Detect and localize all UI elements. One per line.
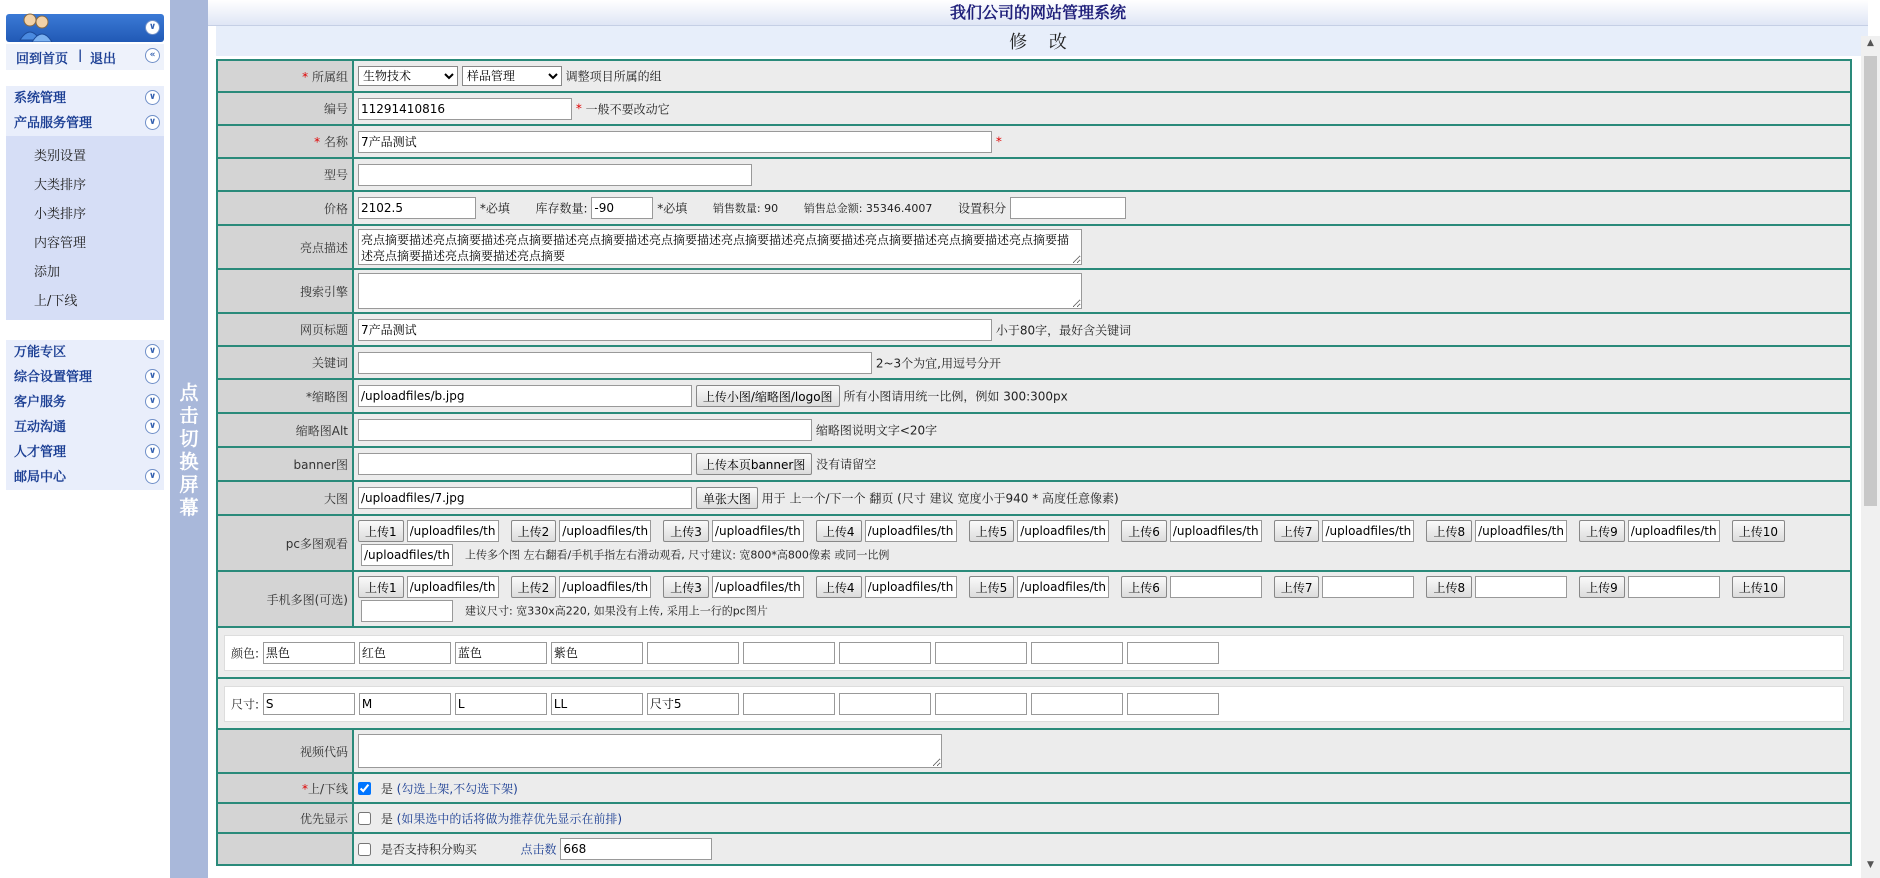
sidebar-group-label: 互动沟通 [14, 420, 67, 435]
upload-button-9[interactable]: 上传9 [1579, 520, 1625, 542]
sidebar-group-label: 万能专区 [14, 345, 67, 360]
size-input-7[interactable] [839, 693, 931, 715]
app-title: 我们公司的网站管理系统 [208, 0, 1868, 26]
scrollbar-thumb[interactable] [1864, 56, 1877, 506]
priority-checkbox[interactable] [358, 812, 371, 825]
upload-thumbnail-button[interactable]: 上传小图/缩略图/logo图 [696, 385, 840, 407]
sidebar-group-label: 客户服务 [14, 395, 67, 410]
sidebar-item-content[interactable]: 内容管理 [34, 236, 87, 251]
group-hint: 调整项目所属的组 [565, 69, 662, 84]
row-mobile-multi [217, 571, 1851, 627]
chevron-down-icon[interactable]: ∨ [145, 90, 160, 105]
upload-path-input-9[interactable] [1628, 520, 1720, 542]
sidebar-header [6, 14, 164, 42]
upload-button-5[interactable]: 上传5 [969, 520, 1015, 542]
upload-big-image-button[interactable]: 单张大图 [696, 487, 758, 509]
clicks-label: 点击数 [520, 842, 557, 857]
online-label: 上/下线 [307, 781, 348, 796]
upload-button-7[interactable]: 上传7 [1274, 520, 1320, 542]
chevron-down-icon[interactable]: ∨ [145, 394, 160, 409]
upload-path-input-10[interactable] [361, 600, 453, 622]
sidebar-item-online[interactable]: 上/下线 [34, 294, 78, 309]
upload-path-input-5[interactable] [1017, 576, 1109, 598]
colors-box [224, 635, 1844, 671]
required-mark: * [302, 69, 312, 84]
required-mark: * [995, 134, 1002, 148]
toggle-screen-text: 点击切换屏幕 [179, 382, 199, 519]
required-mark: * [301, 781, 308, 796]
sidebar-group-interaction[interactable] [6, 415, 164, 440]
keywords-label: 关键词 [217, 346, 353, 379]
sidebar-group-universal[interactable] [6, 340, 164, 365]
sidebar-group-label: 邮局中心 [14, 470, 67, 485]
row-pc-multi [217, 515, 1851, 571]
double-chevron-left-icon[interactable]: « [145, 48, 160, 63]
value-cell [217, 678, 1851, 729]
sidebar-group-label: 产品服务管理 [14, 116, 93, 131]
row-price [217, 191, 1851, 225]
value-cell [353, 729, 1851, 773]
code-input[interactable] [358, 98, 572, 120]
stock-required: *必填 [657, 201, 688, 216]
mobile-upload-list [358, 575, 1846, 624]
group-select-primary[interactable] [358, 66, 458, 86]
code-hint: 一般不要改动它 [585, 102, 670, 116]
value-cell [353, 515, 1851, 571]
size-input-1[interactable] [263, 693, 355, 715]
size-input-5[interactable] [647, 693, 739, 715]
pc-multi-label: pc多图观看 [217, 515, 353, 571]
name-input[interactable] [358, 131, 992, 153]
upload-button-9[interactable]: 上传9 [1579, 576, 1625, 598]
color-input-8[interactable] [935, 642, 1027, 664]
row-online [217, 773, 1851, 803]
vertical-scrollbar[interactable] [1861, 36, 1880, 878]
chevron-down-icon[interactable]: ∨ [145, 344, 160, 359]
color-input-10[interactable] [1127, 642, 1219, 664]
upload-path-input-2[interactable] [559, 576, 651, 598]
model-label: 型号 [217, 158, 353, 191]
upload-button-10[interactable]: 上传10 [1732, 576, 1785, 598]
upload-button-8[interactable]: 上传8 [1426, 520, 1472, 542]
upload-path-input-4[interactable] [865, 520, 957, 542]
upload-path-input-6[interactable] [1170, 576, 1262, 598]
online-text: 是 [380, 781, 393, 796]
upload-button-2[interactable]: 上传2 [511, 576, 557, 598]
upload-button-6[interactable]: 上传6 [1121, 576, 1167, 598]
upload-banner-button[interactable]: 上传本页banner图 [696, 453, 813, 475]
sidebar-group-label: 系统管理 [14, 91, 67, 106]
online-checkbox[interactable] [358, 782, 371, 795]
upload-path-input-7[interactable] [1322, 520, 1414, 542]
value-cell [353, 313, 1851, 346]
row-video [217, 729, 1851, 773]
price-label: 价格 [217, 191, 353, 225]
video-label: 视频代码 [217, 729, 353, 773]
value-cell [353, 447, 1851, 481]
label-cell [217, 379, 353, 413]
sidebar-item-major-sort[interactable]: 大类排序 [34, 178, 87, 193]
thumbnail-label: *缩略图 [305, 389, 348, 404]
row-code [217, 92, 1851, 125]
sidebar-group-list [6, 340, 164, 490]
chevron-down-icon[interactable]: ∨ [145, 469, 160, 484]
highlight-textarea[interactable] [358, 229, 1082, 265]
upload-button-2[interactable]: 上传2 [511, 520, 557, 542]
thumbnail-alt-label: 缩略图Alt [217, 413, 353, 447]
label-cell [217, 125, 353, 158]
label-cell [217, 60, 353, 92]
color-input-4[interactable] [551, 642, 643, 664]
color-input-5[interactable] [647, 642, 739, 664]
points-buy-text: 是否支持积分购买 [380, 842, 477, 857]
video-textarea[interactable] [358, 734, 942, 768]
upload-path-input-9[interactable] [1628, 576, 1720, 598]
upload-button-3[interactable]: 上传3 [663, 576, 709, 598]
color-input-9[interactable] [1031, 642, 1123, 664]
color-input-6[interactable] [743, 642, 835, 664]
sidebar-item-add[interactable]: 添加 [34, 265, 61, 280]
chevron-down-icon[interactable]: ∨ [145, 444, 160, 459]
upload-path-input-1[interactable] [407, 576, 499, 598]
online-hint: (勾选上架,不勾选下架) [396, 781, 518, 796]
sales-count: 销售数量: 90 [712, 202, 779, 215]
row-model [217, 158, 1851, 191]
mobile-multi-hint: 建议尺寸: 宽330x高220, 如果没有上传, 采用上一行的pc图片 [465, 604, 768, 618]
sidebar-group-label: 人才管理 [14, 445, 67, 460]
value-cell [353, 803, 1851, 833]
upload-button-1[interactable]: 上传1 [358, 576, 404, 598]
sidebar-group-label: 综合设置管理 [14, 370, 93, 385]
points-buy-label [217, 833, 353, 865]
value-cell [353, 158, 1851, 191]
upload-button-4[interactable]: 上传4 [816, 520, 862, 542]
scroll-down-icon[interactable]: ▼ [1867, 860, 1874, 870]
value-cell [353, 481, 1851, 515]
logout-link[interactable]: 退出 [90, 52, 117, 67]
sidebar-group-mail[interactable] [6, 465, 164, 490]
chevron-down-icon[interactable]: ∨ [145, 369, 160, 384]
upload-button-4[interactable]: 上传4 [816, 576, 862, 598]
value-cell [353, 92, 1851, 125]
sidebar-group-system[interactable] [6, 86, 164, 111]
sidebar-group-hr[interactable] [6, 440, 164, 465]
value-cell [353, 191, 1851, 225]
size-input-3[interactable] [455, 693, 547, 715]
size-input-9[interactable] [1031, 693, 1123, 715]
priority-text: 是 [380, 811, 393, 826]
sales-total: 销售总金额: 35346.4007 [803, 202, 933, 215]
sidebar-submenu [6, 136, 164, 320]
row-keywords [217, 346, 1851, 379]
color-input-1[interactable] [263, 642, 355, 664]
banner-input[interactable] [358, 453, 692, 475]
upload-path-input-2[interactable] [559, 520, 651, 542]
size-input-8[interactable] [935, 693, 1027, 715]
row-colors [217, 627, 1851, 678]
sidebar-group-settings[interactable] [6, 365, 164, 390]
collapse-sidebar-icon[interactable]: ∨ [145, 20, 160, 35]
upload-path-input-8[interactable] [1475, 520, 1567, 542]
big-image-hint: 用于 上一个/下一个 翻页 (尺寸 建议 宽度小于940 * 高度任意像素) [761, 491, 1119, 506]
upload-path-input-3[interactable] [712, 520, 804, 542]
page-title-hint: 小于80字，最好含关键词 [995, 323, 1132, 337]
row-page-title [217, 313, 1851, 346]
price-input[interactable] [358, 197, 476, 219]
value-cell [353, 413, 1851, 447]
row-name [217, 125, 1851, 158]
row-search [217, 269, 1851, 313]
sidebar-group-customer[interactable] [6, 390, 164, 415]
pc-upload-list [358, 519, 1846, 568]
size-input-4[interactable] [551, 693, 643, 715]
upload-button-10[interactable]: 上传10 [1732, 520, 1785, 542]
upload-path-input-5[interactable] [1017, 520, 1109, 542]
upload-path-input-6[interactable] [1170, 520, 1262, 542]
value-cell [353, 773, 1851, 803]
page-heading: 修 改 [216, 26, 1868, 56]
mobile-multi-label: 手机多图(可选) [217, 571, 353, 627]
size-input-2[interactable] [359, 693, 451, 715]
sidebar-group-products[interactable] [6, 111, 164, 320]
priority-label: 优先显示 [217, 803, 353, 833]
highlight-label: 亮点描述 [217, 225, 353, 269]
link-separator: | [78, 48, 83, 62]
points-buy-checkbox[interactable] [358, 843, 371, 856]
code-label: 编号 [217, 92, 353, 125]
search-textarea[interactable] [358, 273, 1082, 309]
keywords-hint: 2~3个为宜,用逗号分开 [875, 356, 1001, 370]
users-logo-icon [16, 10, 56, 42]
upload-path-input-1[interactable] [407, 520, 499, 542]
value-cell [353, 269, 1851, 313]
page-title-label: 网页标题 [217, 313, 353, 346]
name-label: 名称 [323, 135, 348, 149]
upload-button-1[interactable]: 上传1 [358, 520, 404, 542]
row-group [217, 60, 1851, 92]
home-link[interactable]: 回到首页 [16, 52, 69, 67]
stock-label: 库存数量: [535, 201, 588, 216]
value-cell [353, 60, 1851, 92]
colors-label: 颜色: [231, 646, 260, 660]
sidebar-item-minor-sort[interactable]: 小类排序 [34, 207, 87, 222]
row-thumbnail [217, 379, 1851, 413]
row-priority [217, 803, 1851, 833]
upload-path-input-10[interactable] [361, 544, 453, 566]
keywords-input[interactable] [358, 352, 872, 374]
sidebar-item-category[interactable]: 类别设置 [34, 149, 87, 164]
row-thumbnail-alt [217, 413, 1851, 447]
required-mark: * [314, 135, 324, 149]
upload-button-5[interactable]: 上传5 [969, 576, 1015, 598]
upload-button-3[interactable]: 上传3 [663, 520, 709, 542]
row-highlight [217, 225, 1851, 269]
search-label: 搜索引擎 [217, 269, 353, 313]
color-input-2[interactable] [359, 642, 451, 664]
edit-form [216, 59, 1852, 866]
label-cell [217, 773, 353, 803]
row-banner [217, 447, 1851, 481]
big-image-label: 大图 [217, 481, 353, 515]
stock-input[interactable] [591, 197, 653, 219]
pc-multi-hint: 上传多个图 左右翻看/手机手指左右滑动观看, 尺寸建议: 宽800*高800像素 或同一比例 [465, 548, 890, 562]
value-cell [353, 571, 1851, 627]
toggle-screen-strip[interactable] [170, 0, 208, 878]
page-title-input[interactable] [358, 319, 992, 341]
value-cell [353, 346, 1851, 379]
price-required: *必填 [479, 201, 510, 216]
chevron-down-icon[interactable]: ∨ [145, 419, 160, 434]
thumbnail-input[interactable] [358, 385, 692, 407]
thumbnail-alt-input[interactable] [358, 419, 812, 441]
upload-path-input-3[interactable] [712, 576, 804, 598]
value-cell [353, 225, 1851, 269]
group-select-secondary[interactable] [462, 66, 562, 86]
sidebar-home-bar [6, 44, 164, 70]
big-image-input[interactable] [358, 487, 692, 509]
priority-hint: (如果选中的话将做为推荐优先显示在前排) [396, 811, 623, 826]
color-input-7[interactable] [839, 642, 931, 664]
required-mark: * [575, 101, 582, 115]
upload-button-6[interactable]: 上传6 [1121, 520, 1167, 542]
value-cell [353, 379, 1851, 413]
value-cell [353, 125, 1851, 158]
row-points-buy [217, 833, 1851, 865]
points-input[interactable] [1010, 197, 1126, 219]
upload-button-7[interactable]: 上传7 [1274, 576, 1320, 598]
banner-label: banner图 [217, 447, 353, 481]
scroll-up-icon[interactable]: ▲ [1867, 38, 1874, 48]
value-cell [217, 627, 1851, 678]
upload-path-input-7[interactable] [1322, 576, 1414, 598]
sidebar [0, 0, 170, 878]
banner-hint: 没有请留空 [816, 457, 877, 472]
thumbnail-alt-hint: 缩略图说明文字<20字 [815, 423, 938, 438]
model-input[interactable] [358, 164, 752, 186]
sizes-box [224, 686, 1844, 722]
chevron-down-icon[interactable]: ∨ [145, 115, 160, 130]
upload-path-input-4[interactable] [865, 576, 957, 598]
upload-button-8[interactable]: 上传8 [1426, 576, 1472, 598]
size-input-10[interactable] [1127, 693, 1219, 715]
color-input-3[interactable] [455, 642, 547, 664]
row-big-image [217, 481, 1851, 515]
size-input-6[interactable] [743, 693, 835, 715]
points-label: 设置积分 [958, 201, 1007, 216]
value-cell [353, 833, 1851, 865]
thumbnail-hint: 所有小图请用统一比例，例如 300:300px [843, 389, 1068, 404]
clicks-input[interactable] [560, 838, 712, 860]
sizes-label: 尺寸: [231, 697, 260, 711]
upload-path-input-8[interactable] [1475, 576, 1567, 598]
group-label: 所属组 [311, 69, 348, 84]
row-sizes [217, 678, 1851, 729]
